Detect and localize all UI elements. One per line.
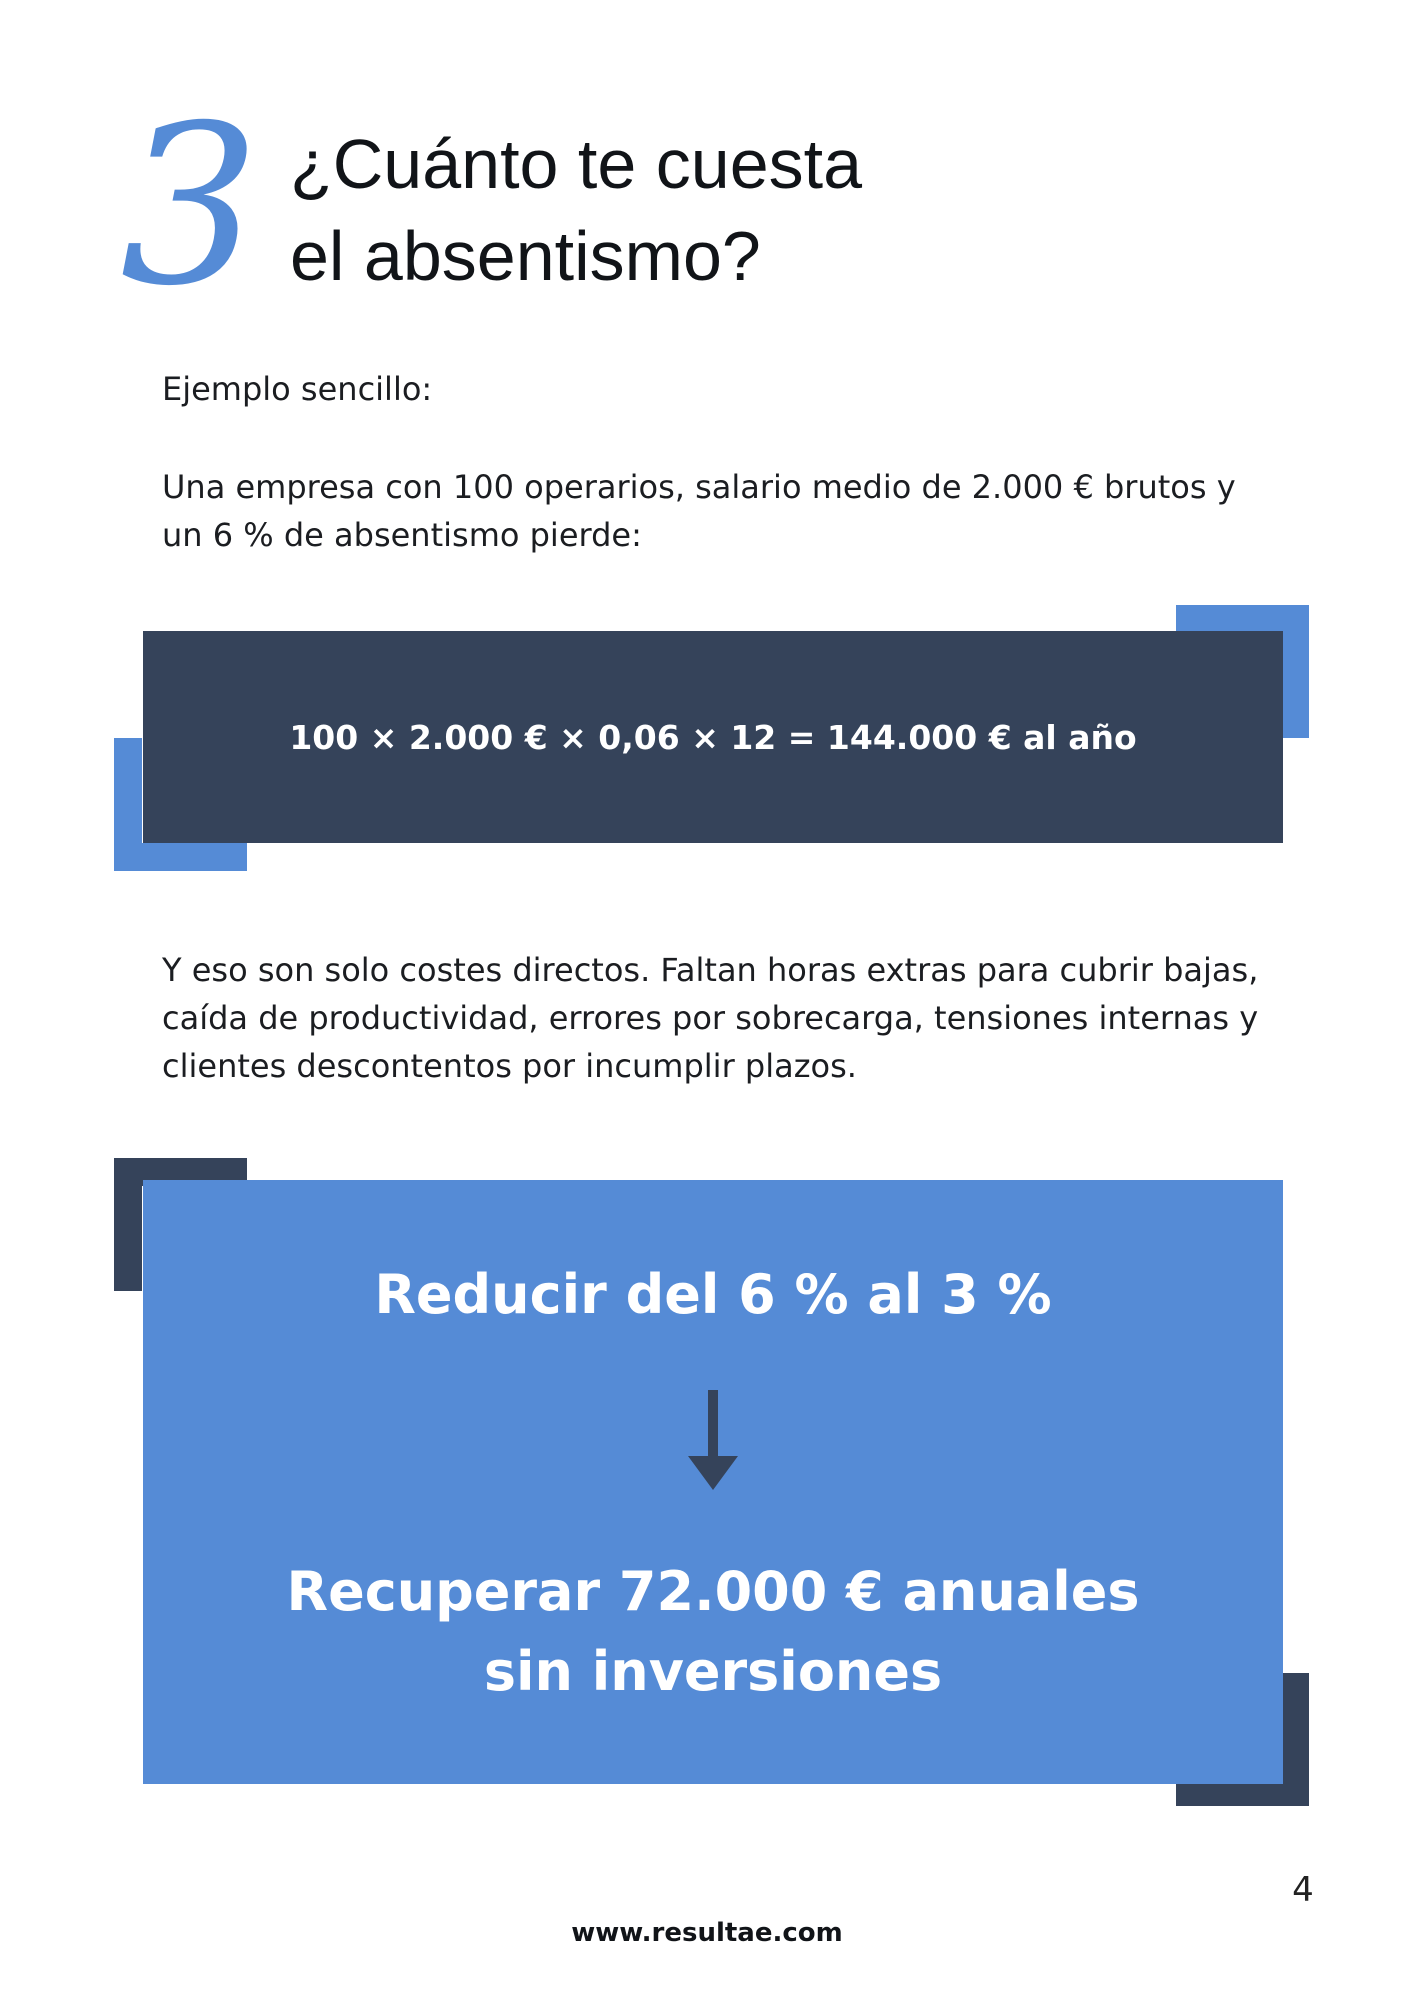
formula-corner-bracket-bottom: [114, 843, 247, 871]
result-recovery-text: [143, 1552, 1283, 1712]
intro-description: Una empresa con 100 operarios, salario medio de 2.000 € brutos y un 6 % de absentismo pierde:: [162, 468, 1236, 554]
result-recovery-line-1: Recuperar 72.000 € anuales: [286, 1560, 1140, 1623]
formula-box: [143, 631, 1283, 843]
result-reduction-text: Reducir del 6 % al 3 %: [374, 1263, 1052, 1326]
result-recovery-line-2: sin inversiones: [483, 1640, 943, 1703]
result-box: [143, 1180, 1283, 1784]
intro-label: Ejemplo sencillo:: [162, 370, 433, 408]
page-title-line-2: el absentismo?: [290, 217, 761, 295]
page-title-line-1: ¿Cuánto te cuesta: [290, 125, 862, 203]
formula-corner-bracket-top-side: [1281, 605, 1309, 738]
section-number: 3: [120, 78, 260, 334]
result-corner-bracket-top-side: [114, 1158, 142, 1291]
footer-url: www.resultae.com: [571, 1918, 843, 1948]
page-title: [290, 118, 1090, 302]
page-number: 4: [1292, 1870, 1314, 1910]
formula-text: 100 × 2.000 € × 0,06 × 12 = 144.000 € al año: [289, 717, 1137, 757]
arrow-down-icon: [683, 1390, 743, 1500]
indirect-costs-text: Y eso son solo costes directos. Faltan horas extras para cubrir bajas, caída de productividad, errores por sobrecarga, tensiones internas y clientes descontentos por incumplir plazos.: [162, 951, 1259, 1085]
